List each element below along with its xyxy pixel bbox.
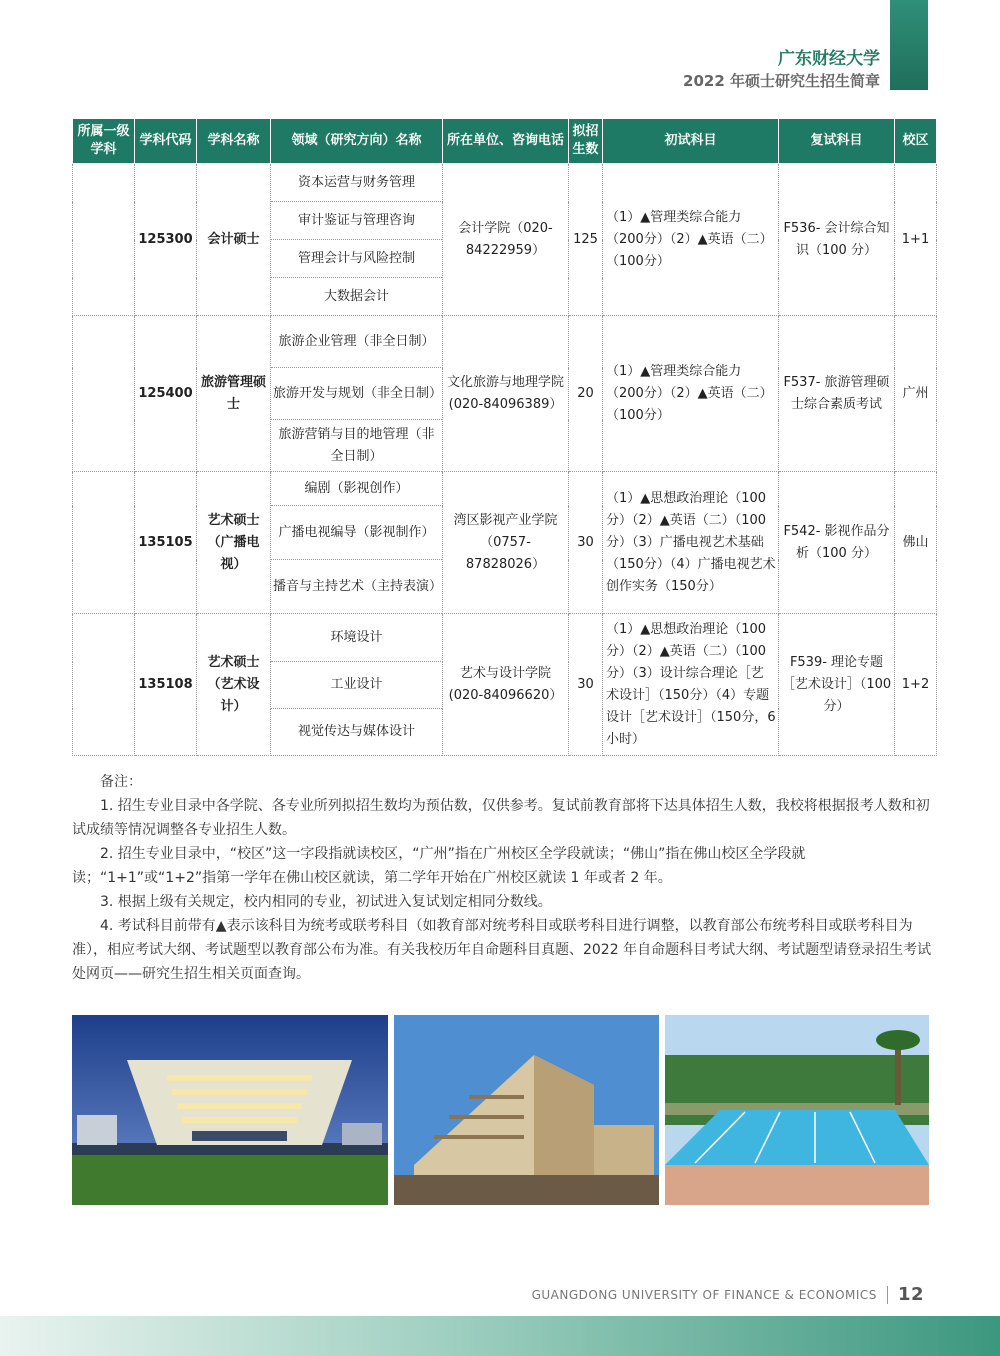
- col-header-exam: 初试科目: [603, 119, 779, 164]
- subject-code: 135105: [135, 472, 197, 614]
- field-name: 播音与主持艺术（主持表演）: [271, 560, 443, 614]
- subject-code: 125300: [135, 164, 197, 316]
- enrollment-catalog-table: [72, 118, 937, 756]
- subject-name: 旅游管理硕士: [197, 316, 271, 472]
- field-name: 审计鉴证与管理咨询: [271, 202, 443, 240]
- initial-exam: （1）▲思想政治理论（100分）（2）▲英语（二）（100分）（3）广播电视艺术基础（150分）（4）广播电视艺术创作实务（150分）: [603, 472, 779, 614]
- page-footer: [532, 1284, 924, 1305]
- quota: 20: [569, 316, 603, 472]
- table-row: [73, 316, 937, 368]
- notes-heading: 备注：: [100, 774, 142, 790]
- unit-phone: 艺术与设计学院(020-84096620）: [443, 614, 569, 756]
- campus-photo-pool: [665, 1015, 929, 1205]
- retest-subject: F542- 影视作品分析（100 分）: [779, 472, 895, 614]
- subject-name: 会计硕士: [197, 164, 271, 316]
- field-name: 资本运营与财务管理: [271, 164, 443, 202]
- discipline-cell: [73, 614, 135, 756]
- university-name: 广东财经大学: [778, 49, 880, 69]
- subject-name: 艺术硕士（广播电视）: [197, 472, 271, 614]
- table-row: [73, 472, 937, 506]
- retest-subject: F536- 会计综合知识（100 分）: [779, 164, 895, 316]
- page-number: 12: [897, 1284, 924, 1305]
- unit-phone: 湾区影视产业学院（0757-87828026）: [443, 472, 569, 614]
- subject-code: 125400: [135, 316, 197, 472]
- field-name: 旅游开发与规划（非全日制）: [271, 368, 443, 420]
- note-item: 3. 根据上级有关规定，校内相同的专业，初试进入复试划定相同分数线。: [100, 894, 552, 910]
- campus-photo-library: [72, 1015, 388, 1205]
- col-header-quota: 拟招生数: [569, 119, 603, 164]
- page-header: [683, 48, 880, 92]
- field-name: 广播电视编导（影视制作）: [271, 506, 443, 560]
- col-header-field: 领域（研究方向）名称: [271, 119, 443, 164]
- brochure-title: 2022 年硕士研究生招生简章: [683, 72, 880, 90]
- col-header-discipline: 所属一级学科: [73, 119, 135, 164]
- header-accent-bar: [890, 0, 928, 90]
- field-name: 旅游企业管理（非全日制）: [271, 316, 443, 368]
- initial-exam: （1）▲思想政治理论（100分）（2）▲英语（二）（100分）（3）设计综合理论［艺术设计］（150分）（4）专题设计［艺术设计］（150分，6小时）: [603, 614, 779, 756]
- quota: 125: [569, 164, 603, 316]
- table-header-row: [73, 119, 937, 164]
- discipline-cell: [73, 164, 135, 316]
- field-name: 大数据会计: [271, 278, 443, 316]
- footer-university-en: GUANGDONG UNIVERSITY OF FINANCE & ECONOMICS: [531, 1287, 877, 1302]
- campus: 佛山: [895, 472, 937, 614]
- initial-exam: （1）▲管理类综合能力（200分）（2）▲英语（二）（100分）: [603, 164, 779, 316]
- subject-name: 艺术硕士（艺术设计）: [197, 614, 271, 756]
- field-name: 工业设计: [271, 662, 443, 709]
- table-row: [73, 164, 937, 202]
- discipline-cell: [73, 472, 135, 614]
- campus-photo-building: [394, 1015, 659, 1205]
- quota: 30: [569, 614, 603, 756]
- field-name: 环境设计: [271, 614, 443, 662]
- quota: 30: [569, 472, 603, 614]
- unit-phone: 文化旅游与地理学院(020-84096389）: [443, 316, 569, 472]
- campus: 1+1: [895, 164, 937, 316]
- footer-divider: [887, 1286, 888, 1304]
- retest-subject: F539- 理论专题［艺术设计］（100 分）: [779, 614, 895, 756]
- unit-phone: 会计学院（020-84222959）: [443, 164, 569, 316]
- note-item: 4. 考试科目前带有▲表示该科目为统考或联考科目（如教育部对统考科目或联考科目进行调整，以教育部公布统考科目或联考科目为准），相应考试大纲、考试题型以教育部公布为准。有关我校历年自命题科目真题、2022 年自命题科目考试大纲、考试题型请登录招生考试处网页——研究生招生相关页面查询。: [72, 918, 932, 982]
- field-name: 管理会计与风险控制: [271, 240, 443, 278]
- campus: 广州: [895, 316, 937, 472]
- field-name: 视觉传达与媒体设计: [271, 709, 443, 756]
- field-name: 旅游营销与目的地管理（非全日制）: [271, 420, 443, 472]
- retest-subject: F537- 旅游管理硕士综合素质考试: [779, 316, 895, 472]
- note-item: 1. 招生专业目录中各学院、各专业所列拟招生数均为预估数，仅供参考。复试前教育部将下达具体招生人数，我校将根据报考人数和初试成绩等情况调整各专业招生人数。: [72, 798, 930, 838]
- col-header-retest: 复试科目: [779, 119, 895, 164]
- note-item: 2. 招生专业目录中，“校区”这一字段指就读校区，“广州”指在广州校区全学段就读；“佛山”指在佛山校区全学段就读；“1+1”或“1+2”指第一学年在佛山校区就读，第二学年开始在广州校区就读 1 年或者 2 年。: [72, 846, 806, 886]
- col-header-campus: 校区: [895, 119, 937, 164]
- col-header-code: 学科代码: [135, 119, 197, 164]
- footer-accent-bar: [0, 1316, 1000, 1356]
- field-name: 编剧（影视创作）: [271, 472, 443, 506]
- col-header-name: 学科名称: [197, 119, 271, 164]
- initial-exam: （1）▲管理类综合能力（200分）（2）▲英语（二）（100分）: [603, 316, 779, 472]
- col-header-unit: 所在单位、咨询电话: [443, 119, 569, 164]
- campus: 1+2: [895, 614, 937, 756]
- notes-section: [72, 770, 934, 986]
- table-row: [73, 614, 937, 662]
- subject-code: 135108: [135, 614, 197, 756]
- discipline-cell: [73, 316, 135, 472]
